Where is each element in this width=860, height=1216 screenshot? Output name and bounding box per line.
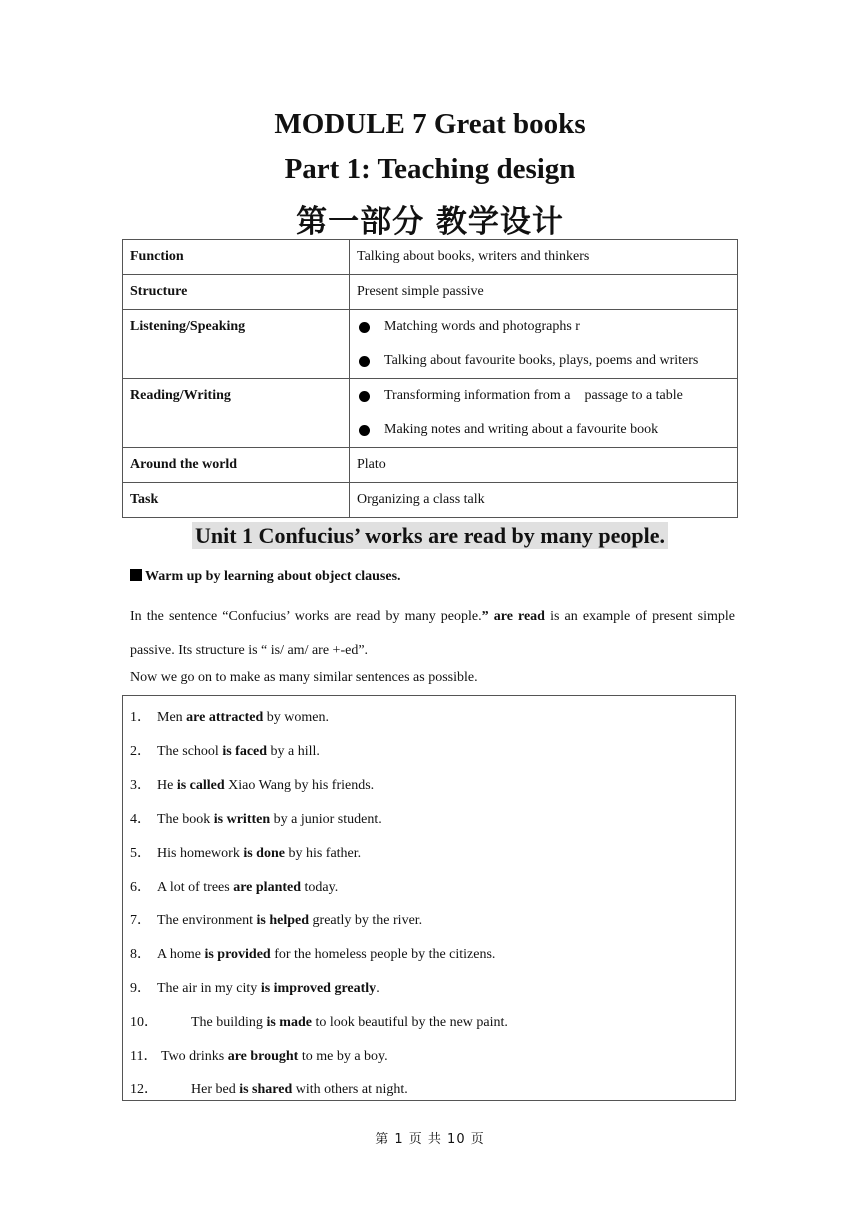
passive-phrase: is done [243, 846, 285, 861]
unit-heading-text: Unit 1 Confucius’ works are read by many people. [192, 522, 668, 549]
instruction-line: Now we go on to make as many similar sentences as possible. [130, 670, 478, 685]
example-sentence [130, 740, 320, 760]
example-sentence [130, 774, 374, 794]
unit-heading [0, 523, 860, 549]
passive-phrase: is faced [222, 744, 268, 759]
passive-phrase: are planted [233, 880, 302, 895]
teaching-design-table [122, 239, 738, 518]
square-bullet-icon [130, 569, 142, 581]
row-label: Reading/Writing [123, 379, 350, 448]
intro-text-2: is an example of present simple passive. Its structure is “ is/ am/ are +-ed”. [130, 609, 736, 658]
example-text: . [376, 981, 380, 996]
row-value: Organizing a class talk [350, 483, 738, 518]
table-row [123, 379, 738, 448]
example-number: 4． [130, 812, 151, 827]
example-sentence [130, 1078, 408, 1098]
example-sentence [130, 1011, 508, 1031]
example-sentence [130, 842, 361, 862]
example-text: Men [157, 710, 187, 725]
row-label: Listening/Speaking [123, 310, 350, 379]
example-number: 5． [130, 846, 151, 861]
example-number: 2． [130, 744, 151, 759]
example-sentence [130, 909, 422, 929]
example-sentence [130, 1045, 388, 1065]
table-row [123, 275, 738, 310]
row-value: Present simple passive [350, 275, 738, 310]
example-text: The building [191, 1015, 267, 1030]
example-text: Her bed [191, 1082, 240, 1097]
bullet-text: Transforming information from a passage to a table [384, 388, 683, 403]
example-number: 12． [130, 1082, 158, 1097]
example-text: A home [157, 947, 205, 962]
passive-phrase: are brought [227, 1049, 299, 1064]
bullet-item [357, 318, 730, 336]
bullet-text: Making notes and writing about a favourite book [384, 422, 659, 437]
bullet-text: Talking about favourite books, plays, poems and writers [384, 353, 699, 368]
intro-text-1: In the sentence “Confucius’ works are read by many people. [130, 609, 482, 624]
passive-phrase: is provided [204, 947, 271, 962]
example-number: 3． [130, 778, 151, 793]
example-number: 8． [130, 947, 151, 962]
row-label: Function [123, 240, 350, 275]
table-row [123, 448, 738, 483]
passive-phrase: is called [176, 778, 225, 793]
example-text: The air in my city [157, 981, 261, 996]
example-number: 7． [130, 913, 151, 928]
table-row [123, 240, 738, 275]
intro-paragraph [130, 600, 735, 668]
passive-phrase: is made [266, 1015, 312, 1030]
bullet-dot-icon [359, 425, 370, 436]
bullet-item [357, 352, 730, 370]
example-text: with others at night. [292, 1082, 408, 1097]
bullet-text: Matching words and photographs r [384, 319, 580, 334]
bullet-item [357, 421, 730, 439]
row-value [350, 379, 738, 448]
bullet-item [357, 387, 730, 405]
example-number: 1． [130, 710, 151, 725]
example-text: The school [157, 744, 223, 759]
passive-phrase: are attracted [186, 710, 264, 725]
example-text: by a hill. [267, 744, 320, 759]
part-title: Part 1: Teaching design [284, 153, 576, 185]
table-row [123, 483, 738, 518]
warmup-heading [130, 569, 735, 585]
examples-box [122, 695, 736, 1101]
row-label: Task [123, 483, 350, 518]
example-text: to look beautiful by the new paint. [311, 1015, 508, 1030]
example-text: to me by a boy. [298, 1049, 388, 1064]
example-sentence [130, 943, 495, 963]
example-text: today. [301, 880, 339, 895]
example-sentence [130, 808, 382, 828]
intro-bold-phrase: are read [488, 609, 545, 624]
example-number: 11． [130, 1049, 158, 1064]
example-number: 6． [130, 880, 151, 895]
example-sentence [130, 876, 338, 896]
example-text: Two drinks [161, 1049, 228, 1064]
page-footer: 第 1 页 共 10 页 [375, 1132, 485, 1147]
example-text: The book [157, 812, 214, 827]
bullet-dot-icon [359, 391, 370, 402]
row-value: Plato [350, 448, 738, 483]
passive-phrase: is improved greatly [260, 981, 377, 996]
example-text: by a junior student. [270, 812, 382, 827]
row-label: Structure [123, 275, 350, 310]
warmup-text: Warm up by learning about object clauses. [145, 569, 401, 584]
example-number: 9． [130, 981, 151, 996]
example-text: by his father. [284, 846, 362, 861]
bullet-dot-icon [359, 322, 370, 333]
chinese-title: 第一部分 教学设计 [296, 204, 564, 240]
example-text: Xiao Wang by his friends. [224, 778, 375, 793]
example-text: greatly by the river. [309, 913, 423, 928]
passive-phrase: is shared [239, 1082, 293, 1097]
example-text: His homework [157, 846, 244, 861]
row-value: Talking about books, writers and thinkers [350, 240, 738, 275]
example-sentence [130, 977, 380, 997]
bullet-dot-icon [359, 356, 370, 367]
example-number: 10． [130, 1015, 158, 1030]
intro-quote-mark: ” [481, 609, 489, 624]
row-label: Around the world [123, 448, 350, 483]
table-row [123, 310, 738, 379]
example-text: He [157, 778, 177, 793]
example-text: The environment [157, 913, 257, 928]
example-text: A lot of trees [157, 880, 234, 895]
row-value [350, 310, 738, 379]
passive-phrase: is helped [256, 913, 310, 928]
example-text: by women. [263, 710, 329, 725]
module-title: MODULE 7 Great books [274, 108, 586, 140]
passive-phrase: is written [213, 812, 271, 827]
example-text: for the homeless people by the citizens. [270, 947, 496, 962]
example-sentence [130, 706, 329, 726]
